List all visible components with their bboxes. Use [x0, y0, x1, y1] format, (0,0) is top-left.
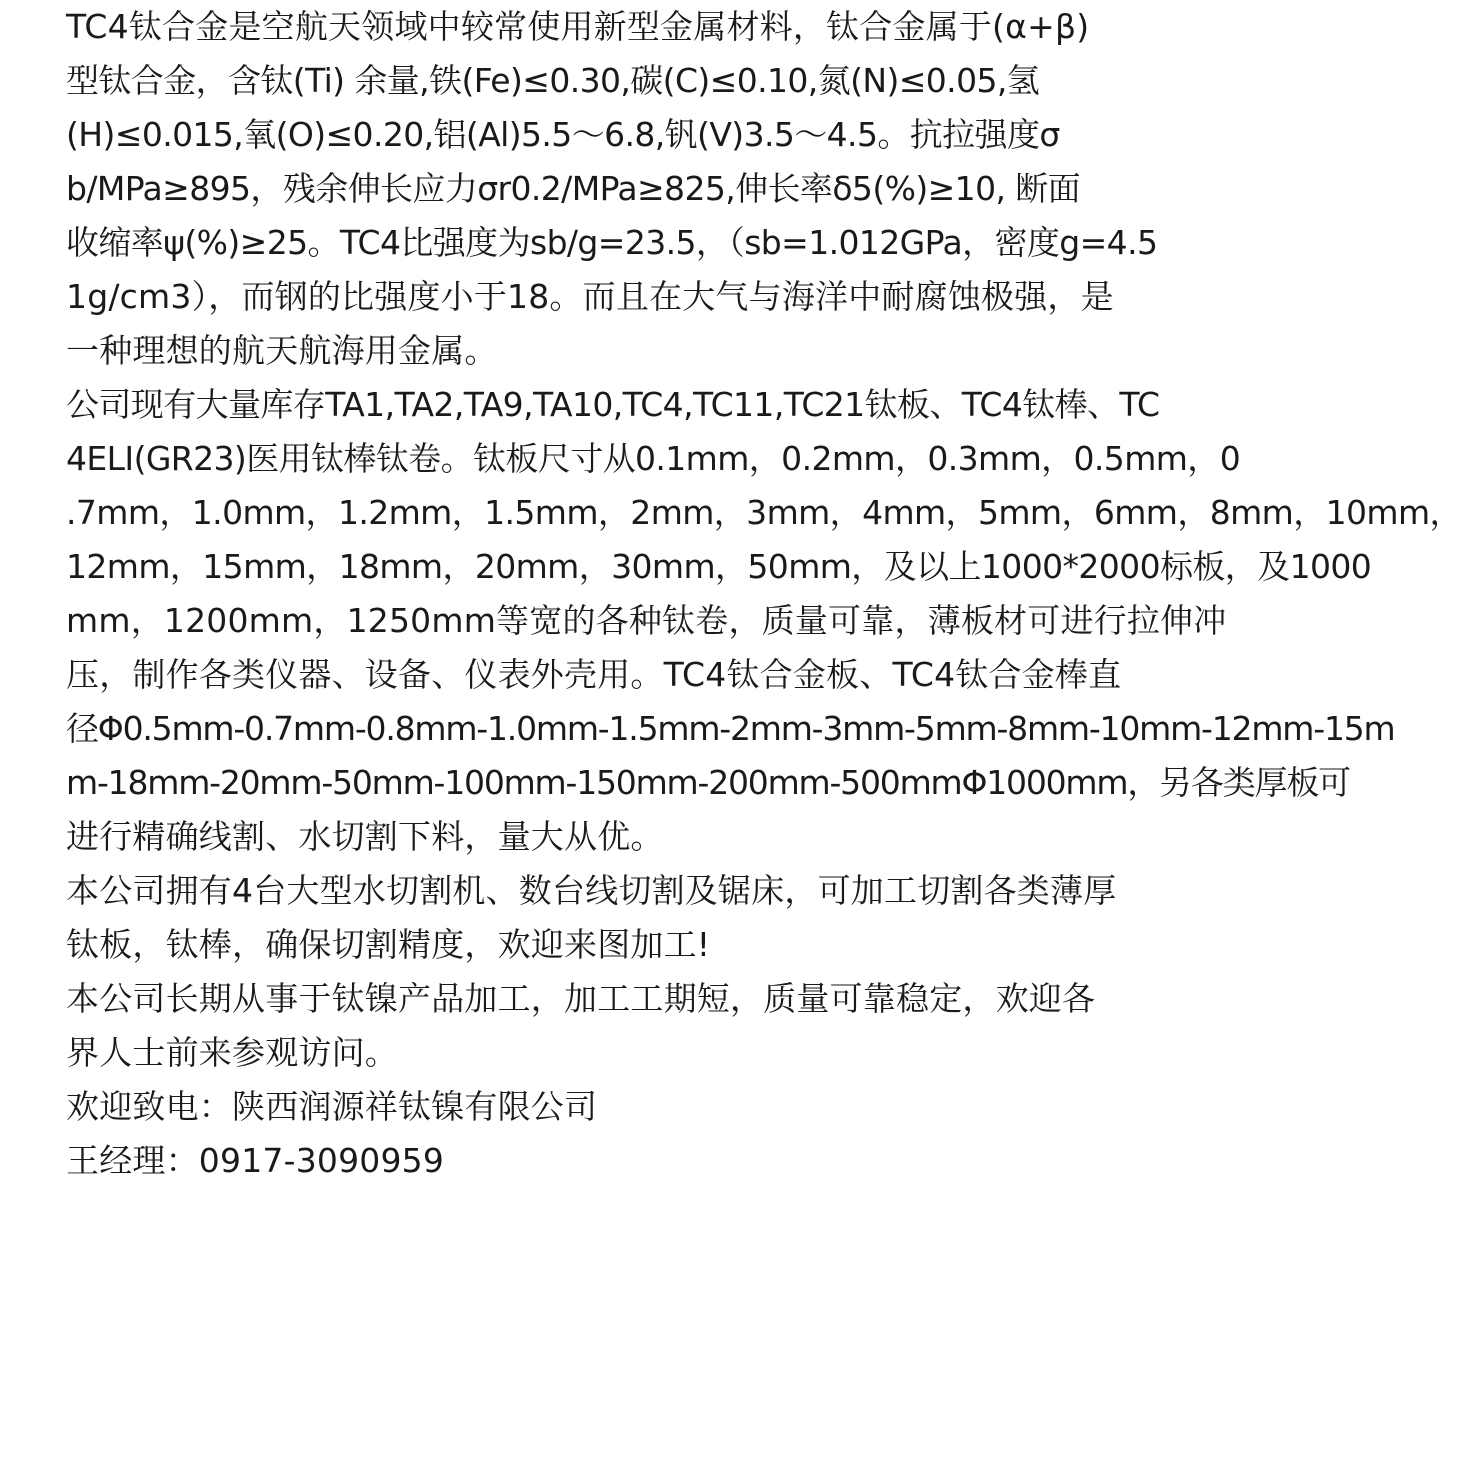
text-line-10: .7mm，1.0mm，1.2mm，1.5mm，2mm，3mm，4mm，5mm，6mm，8mm，10mm， [66, 493, 1462, 532]
text-line-15: m-18mm-20mm-50mm-100mm-150mm-200mm-500mmΦ1000mm，另各类厚板可 [66, 763, 1350, 802]
text-line-14: 径Φ0.5mm-0.7mm-0.8mm-1.0mm-1.5mm-2mm-3mm-5mm-8mm-10mm-12mm-15m [66, 709, 1395, 748]
text-line-1: TC4钛合金是空航天领域中较常使用新型金属材料，钛合金属于(α+β) [66, 7, 1090, 46]
text-line-5: 收缩率ψ(%)≥25。TC4比强度为sb/g=23.5，（sb=1.012GPa，密度g=4.5 [66, 223, 1158, 262]
text-line-3: (H)≤0.015,氧(O)≤0.20,铝(Al)5.5～6.8,钒(V)3.5～4.5。抗拉强度σ [66, 115, 1060, 154]
text-line-9: 4ELI(GR23)医用钛棒钛卷。钛板尺寸从0.1mm，0.2mm，0.3mm，0.5mm，0 [66, 439, 1241, 478]
text-line-17: 本公司拥有4台大型水切割机、数台线切割及锯床，可加工切割各类薄厚 [66, 871, 1117, 910]
text-line-6: 1g/cm3），而钢的比强度小于18。而且在大气与海洋中耐腐蚀极强，是 [66, 277, 1114, 316]
contact-phone-line: 王经理：0917-3090959 [66, 1141, 445, 1180]
text-line-18: 钛板，钛棒，确保切割精度，欢迎来图加工! [66, 925, 711, 964]
text-line-8: 公司现有大量库存TA1,TA2,TA9,TA10,TC4,TC11,TC21钛板、TC4钛棒、TC [66, 385, 1160, 424]
text-line-13: 压，制作各类仪器、设备、仪表外壳用。TC4钛合金板、TC4钛合金棒直 [66, 655, 1122, 694]
text-line-11: 12mm，15mm，18mm，20mm，30mm，50mm，及以上1000*2000标板，及1000 [66, 547, 1372, 586]
text-line-16: 进行精确线割、水切割下料，量大从优。 [66, 817, 664, 856]
text-line-12: mm，1200mm，1250mm等宽的各种钛卷，质量可靠，薄板材可进行拉伸冲 [66, 601, 1227, 640]
text-line-4: b/MPa≥895，残余伸长应力σr0.2/MPa≥825,伸长率δ5(%)≥10, 断面 [66, 169, 1081, 208]
text-line-7: 一种理想的航天航海用金属。 [66, 331, 498, 370]
text-line-19: 本公司长期从事于钛镍产品加工，加工工期短，质量可靠稳定，欢迎各 [66, 979, 1096, 1018]
document-body [66, 0, 1462, 1188]
company-name-line: 欢迎致电：陕西润源祥钛镍有限公司 [66, 1087, 598, 1126]
text-line-2: 型钛合金，含钛(Ti) 余量,铁(Fe)≤0.30,碳(C)≤0.10,氮(N)≤0.05,氢 [66, 61, 1040, 100]
text-line-20: 界人士前来参观访问。 [66, 1033, 398, 1072]
